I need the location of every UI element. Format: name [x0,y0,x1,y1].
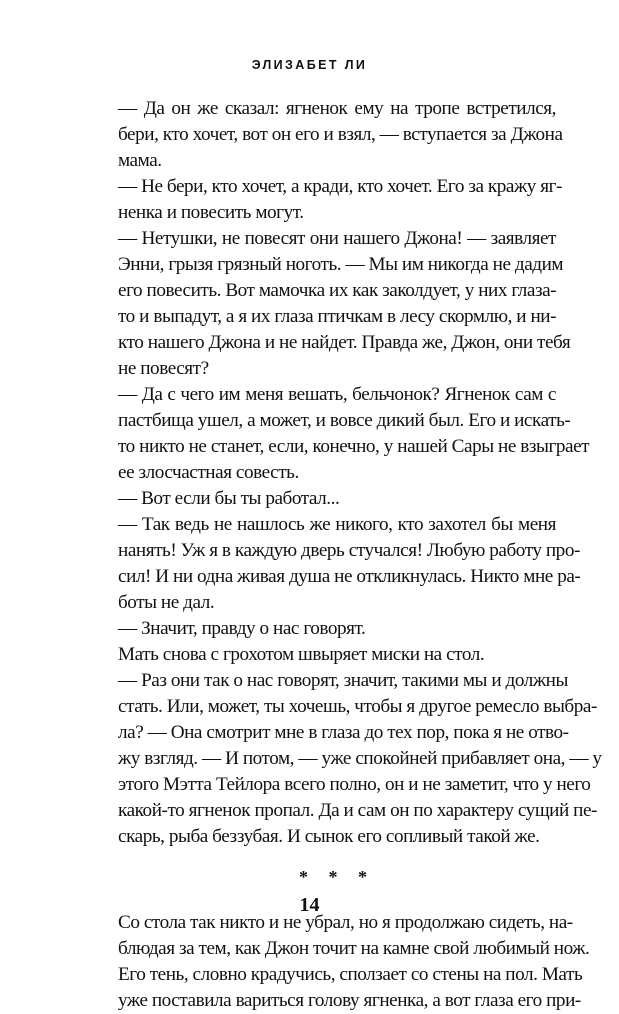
text-line: кто нашего Джона и не найдет. Правда же, Джон, они тебя [118,332,571,353]
text-line: — Не бери, кто хочет, а кради, кто хочет. Его за кражу яг- [118,176,562,197]
text-line: его повесить. Вот мамочка их как заколдует, у них глаза- [118,280,557,301]
text-line: уже поставила вариться голову ягненка, а вот глаза его при- [118,990,581,1011]
text-line: — Да с чего им меня вешать, бельчонок? Ягненок сам с [118,384,556,405]
text-line: Со стола так никто и не убрал, но я продолжаю сидеть, на- [118,912,573,933]
text-line: — Так ведь не нашлось же никого, кто захотел бы меня [118,514,556,535]
text-line: какой-то ягненок пропал. Да и сам он по характеру сущий пе- [118,800,597,821]
section-separator: * * * [299,867,375,887]
text-line: мама. [118,150,162,171]
text-block-2 [118,910,590,1014]
body-text [118,96,602,1014]
text-line: ненка и повесить могут. [118,202,304,223]
text-line: Его тень, словно крадучись, сползает со стены на пол. Мать [118,964,583,985]
text-line: — Да он же сказал: ягненок ему на тропе встретился, [118,98,556,119]
text-line: — Значит, правду о нас говорят. [118,618,366,639]
text-line: — Раз они так о нас говорят, значит, такими мы и должны [118,670,568,691]
text-line: ее злосчастная совесть. [118,462,299,483]
text-line: скарь, рыба беззубая. И сынок его сопливый такой же. [118,826,540,847]
text-line: стать. Или, может, ты хочешь, чтобы я другое ремесло выбра- [118,696,597,717]
text-line: ла? — Она смотрит мне в глаза до тех пор, пока я не отво- [118,722,569,743]
text-block-1 [118,96,602,850]
text-line: — Нетушки, не повесят они нашего Джона! — заявляет [118,228,556,249]
text-line: то и выпадут, а я их глаза птичкам в лесу скормлю, и ни- [118,306,557,327]
text-line: Энни, грызя грязный ноготь. — Мы им никогда не дадим [118,254,564,275]
text-line: Мать снова с грохотом швыряет миски на стол. [118,644,485,665]
page-number: 14 [299,894,320,916]
text-line: не повесят? [118,358,209,379]
text-line: сил! И ни одна живая душа не откликнулась. Никто мне ра- [118,566,581,587]
text-line: пастбища ушел, а может, и вовсе дикий был. Его и искать- [118,410,571,431]
text-line: то никто не станет, если, конечно, у нашей Сары не взыграет [118,436,590,457]
text-line: бери, кто хочет, вот он его и взял, — вступается за Джона [118,124,563,145]
text-line: этого Мэтта Тейлора всего полно, он и не заметит, что у него [118,774,591,795]
text-line: нанять! Уж я в каждую дверь стучался! Любую работу про- [118,540,580,561]
text-line: — Вот если бы ты работал... [118,488,340,509]
text-line: жу взгляд. — И потом, — уже спокойней прибавляет она, — у [118,748,602,769]
text-line: боты не дал. [118,592,215,613]
running-header: ЭЛИЗАБЕТ ЛИ [251,58,368,72]
text-line: блюдая за тем, как Джон точит на камне свой любимый нож. [118,938,590,959]
